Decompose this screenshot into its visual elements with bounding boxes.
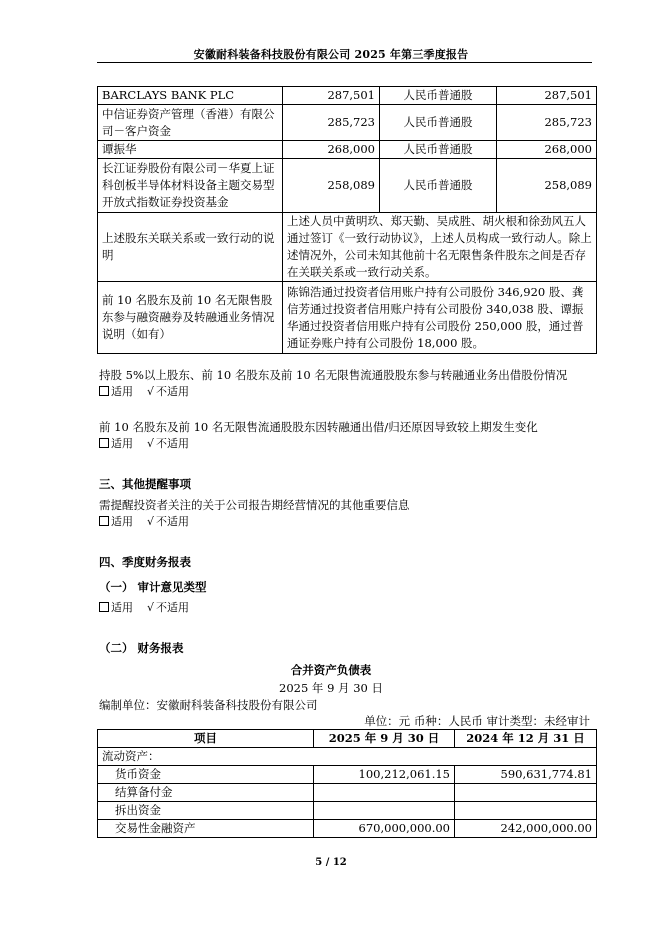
line-item: 货币资金 <box>98 766 314 784</box>
check-mark-icon: √ <box>147 515 155 528</box>
section-three-heading: 三、其他提醒事项 <box>99 477 191 491</box>
checkbox-applicable[interactable] <box>99 602 109 612</box>
column-header: 项目 <box>98 730 314 748</box>
share-quantity: 285,723 <box>497 105 597 141</box>
option-row <box>99 436 189 452</box>
share-quantity: 268,000 <box>497 141 597 159</box>
current-value: 100,212,061.15 <box>314 766 455 784</box>
option-label: 适用 <box>111 515 133 528</box>
share-type: 人民币普通股 <box>380 159 497 213</box>
line-item: 结算备付金 <box>98 784 314 802</box>
option-row <box>99 384 189 400</box>
shareholder-name: 谭振华 <box>98 141 283 159</box>
option-label: 不适用 <box>156 515 190 528</box>
checkbox-applicable[interactable] <box>99 516 109 526</box>
column-header: 2025 年 9 月 30 日 <box>314 730 455 748</box>
unit-line: 单位：元 币种：人民币 审计类型：未经审计 <box>364 714 590 728</box>
page-number: 5 / 12 <box>315 857 347 868</box>
option-label: 适用 <box>111 385 133 398</box>
financial-statements-heading: （二） 财务报表 <box>99 641 184 655</box>
compiler-line: 编制单位：安徽耐科装备科技股份有限公司 <box>99 698 318 712</box>
shareholder-name: BARCLAYS BANK PLC <box>98 87 283 105</box>
section-three-text: 需提醒投资者关注的关于公司报告期经营情况的其他重要信息 <box>99 498 410 512</box>
report-header-title: 安徽耐科装备科技股份有限公司 2025 年第三季度报告 <box>193 48 469 61</box>
top-shareholders-table <box>97 86 597 354</box>
option-label: 不适用 <box>156 601 190 614</box>
margin-trading-label: 前 10 名股东及前 10 名无限售股东参与融资融券及转融通业务情况说明（如有） <box>98 282 283 354</box>
table-row <box>98 159 597 213</box>
balance-sheet-table <box>97 729 597 838</box>
share-quantity: 258,089 <box>497 159 597 213</box>
shares-held: 258,089 <box>283 159 380 213</box>
option-row <box>99 600 189 616</box>
check-mark-icon: √ <box>147 437 155 450</box>
table-row <box>98 282 597 354</box>
securities-lending-note: 持股 5%以上股东、前 10 名股东及前 10 名无限售流通股股东参与转融通业务出借股份情况 <box>99 368 568 382</box>
table-row <box>98 748 597 766</box>
current-value <box>314 784 455 802</box>
table-row <box>98 105 597 141</box>
table-row <box>98 141 597 159</box>
prior-value: 242,000,000.00 <box>455 820 597 838</box>
margin-trading-text: 陈锦浩通过投资者信用账户持有公司股份 346,920 股、龚信芳通过投资者信用账户持有公司股份 340,038 股、谭振华通过投资者信用账户持有公司股份 250,000 股，通过普通证券账户持有公司股份 18,000 股。 <box>283 282 597 354</box>
checkbox-applicable[interactable] <box>99 438 109 448</box>
shareholder-name: 长江证券股份有限公司－华夏上证科创板半导体材料设备主题交易型开放式指数证券投资基金 <box>98 159 283 213</box>
option-label: 适用 <box>111 601 133 614</box>
line-item: 拆出资金 <box>98 802 314 820</box>
shares-held: 285,723 <box>283 105 380 141</box>
shares-held: 287,501 <box>283 87 380 105</box>
line-item: 交易性金融资产 <box>98 820 314 838</box>
check-mark-icon: √ <box>147 601 155 614</box>
option-label: 不适用 <box>156 385 190 398</box>
related-party-text: 上述人员中黄明玖、郑天勤、吴成胜、胡火根和徐劲风五人通过签订《一致行动协议》，上述人员构成一致行动人。除上述情况外，公司未知其他前十名无限售条件股东之间是否存在关联关系或一致行动关系。 <box>283 213 597 282</box>
table-row <box>98 820 597 838</box>
header-rule <box>97 62 592 63</box>
checkbox-applicable[interactable] <box>99 386 109 396</box>
share-type: 人民币普通股 <box>380 105 497 141</box>
balance-sheet-date: 2025 年 9 月 30 日 <box>279 681 383 695</box>
share-type: 人民币普通股 <box>380 87 497 105</box>
table-row <box>98 213 597 282</box>
table-row <box>98 766 597 784</box>
table-row <box>98 802 597 820</box>
audit-opinion-heading: （一） 审计意见类型 <box>99 580 207 594</box>
option-label: 不适用 <box>156 437 190 450</box>
lending-change-note: 前 10 名股东及前 10 名无限售流通股股东因转融通出借/归还原因导致较上期发生变化 <box>99 420 538 434</box>
table-row <box>98 784 597 802</box>
shareholder-name: 中信证券资产管理（香港）有限公司－客户资金 <box>98 105 283 141</box>
table-header-row <box>98 730 597 748</box>
section-four-heading: 四、季度财务报表 <box>99 555 191 569</box>
section-label: 流动资产： <box>98 748 597 766</box>
column-header: 2024 年 12 月 31 日 <box>455 730 597 748</box>
related-party-label: 上述股东关联关系或一致行动的说明 <box>98 213 283 282</box>
table-row <box>98 87 597 105</box>
share-type: 人民币普通股 <box>380 141 497 159</box>
share-quantity: 287,501 <box>497 87 597 105</box>
option-row <box>99 514 189 530</box>
option-label: 适用 <box>111 437 133 450</box>
shares-held: 268,000 <box>283 141 380 159</box>
current-value <box>314 802 455 820</box>
current-value: 670,000,000.00 <box>314 820 455 838</box>
balance-sheet-title: 合并资产负债表 <box>290 663 372 677</box>
prior-value <box>455 802 597 820</box>
prior-value: 590,631,774.81 <box>455 766 597 784</box>
prior-value <box>455 784 597 802</box>
check-mark-icon: √ <box>147 385 155 398</box>
